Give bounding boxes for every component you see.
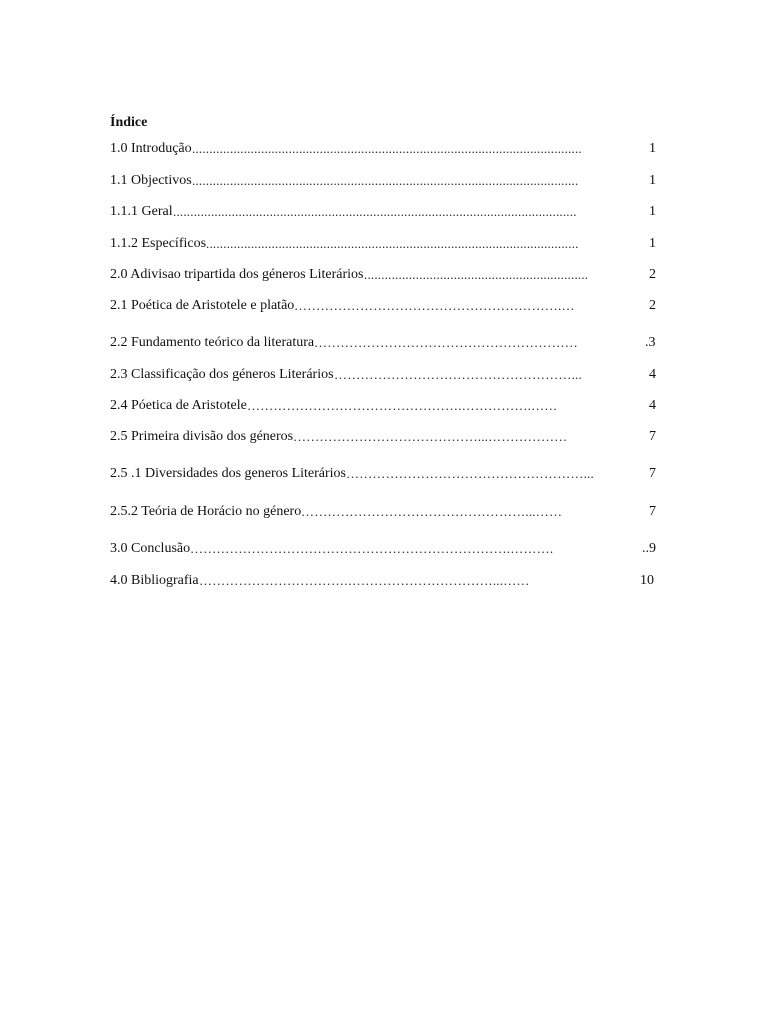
toc-entry — [110, 572, 656, 590]
toc-entry-title: 1.0 Introdução — [110, 141, 192, 156]
toc-entry-page: 10 — [640, 573, 654, 588]
toc-entry — [110, 297, 656, 315]
toc-entry — [110, 140, 656, 158]
toc-entry-title: 2.5.2 Teória de Horácio no género — [110, 504, 302, 519]
toc-entry — [110, 172, 656, 190]
toc-entry — [110, 540, 656, 558]
toc-entry — [110, 503, 656, 521]
toc-entry — [110, 235, 656, 253]
toc-entry-title: 4.0 Bibliografia — [110, 573, 199, 588]
toc-entry-title: 1.1 Objectivos — [110, 173, 192, 188]
toc-heading: Índice — [110, 115, 148, 130]
toc-entry — [110, 266, 656, 284]
toc-entry-page: 7 — [649, 466, 656, 481]
toc-entry-leader: ………………………………………………... — [346, 466, 594, 481]
toc-entry-title: 2.5 Primeira divisão dos géneros — [110, 429, 294, 444]
toc-entry-leader: …………………………………………………… — [314, 335, 578, 350]
toc-entry-leader: ..................................................................................................................... — [173, 204, 577, 219]
toc-entry-leader: ………………………………………….…………….…… — [247, 398, 558, 413]
toc-entry-title: 2.0 Adivisao tripartida dos géneros Literários — [110, 267, 364, 282]
toc-entry-leader: ……………………………………………...…… — [301, 504, 563, 519]
toc-entry-title: 1.1.1 Geral — [110, 204, 173, 219]
toc-entry-leader: ……………………………………………………………….………. — [190, 541, 554, 556]
toc-entry-page: 1 — [649, 236, 656, 251]
toc-entry-page: 7 — [649, 429, 656, 444]
toc-entry — [110, 465, 656, 483]
toc-entry-page: 1 — [649, 141, 656, 156]
toc-entry-page: 4 — [649, 367, 656, 382]
toc-entry-leader: …………………………………………………….… — [294, 298, 575, 313]
toc-entry-page: 2 — [649, 298, 656, 313]
toc-entry-page: 4 — [649, 398, 656, 413]
toc-entry — [110, 334, 656, 352]
toc-entry-leader: ................................................................................................................. — [192, 141, 582, 156]
toc-entry-leader: ................................................................. — [364, 267, 589, 282]
toc-entry — [110, 366, 656, 384]
toc-entry-page: 7 — [649, 504, 656, 519]
toc-entry-leader: ……………………………………...……………… — [293, 429, 568, 444]
toc-entry-title: 2.2 Fundamento teórico da literatura — [110, 335, 315, 350]
toc-entry-title: 2.3 Classificação dos géneros Literários — [110, 367, 334, 382]
toc-entry-page: 2 — [649, 267, 656, 282]
toc-entry-leader: …………………………….……………………………...…… — [199, 573, 530, 588]
toc-entry-title: 3.0 Conclusão — [110, 541, 191, 556]
toc-entry-page: ..9 — [642, 541, 656, 556]
toc-entry-leader: ............................................................................................................ — [206, 236, 579, 251]
toc-entry — [110, 203, 656, 221]
toc-entry-title: 2.1 Poética de Aristotele e platão — [110, 298, 295, 313]
toc-entry-title: 2.4 Póetica de Aristotele — [110, 398, 247, 413]
toc-entry-page: 1 — [649, 173, 656, 188]
toc-entry-title: 1.1.2 Específicos — [110, 236, 207, 251]
toc-entry-leader: ………………………………………………... — [334, 367, 582, 382]
toc-entry — [110, 397, 656, 415]
toc-entry-leader: ................................................................................................................ — [192, 173, 579, 188]
toc-entry-title: 2.5 .1 Diversidades dos generos Literários — [110, 466, 346, 481]
toc-entry — [110, 428, 656, 446]
toc-entry-page: 1 — [649, 204, 656, 219]
toc-entry-page: .3 — [645, 335, 656, 350]
